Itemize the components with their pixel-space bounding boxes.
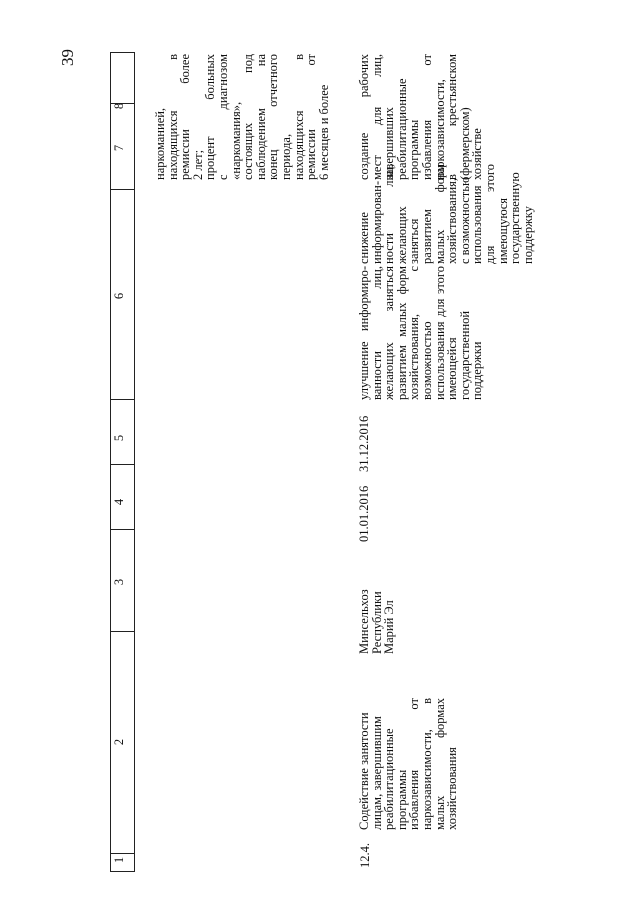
row-number: 12.4. [358,843,372,868]
col-divider [110,464,134,465]
prev-row-col8: наркоманией, находящихся в ремиссии более 2 лет; процент больных с диагнозом «наркомания», состоящих под наблюдением на конец отчетного периода, находящихся в ремиссии от 6 месяцев и более [153,54,331,180]
row-col6-expected-result: улучшение информиро- ванности лиц, желающих заняться развитием малых форм хозяйствования, с возможностью использования для этого имеющейся государственной поддержки [357,266,485,400]
col-divider [110,399,134,400]
table-top-border [110,52,111,872]
col-divider [110,529,134,530]
header-bottom-border [134,52,135,872]
header-col-7: 7 [112,144,126,152]
col-divider [110,52,134,53]
header-col-6: 6 [112,292,126,300]
page-number: 39 [58,49,77,66]
col-divider [110,189,134,190]
col-divider [110,631,134,632]
header-col-2: 2 [112,738,126,746]
row-col8-indicators: создание рабочих мест для лиц, завершивших реабилитационные программы избавления от наркозависимости, в крестьянском (фермерском) хозяйстве [357,54,485,180]
row-col5-end-date: 31.12.2016 [357,415,371,472]
header-col-8: 8 [112,102,126,110]
row-col3-executor: Минсельхоз Республики Марий Эл [357,589,397,654]
row-col4-start-date: 01.01.2016 [357,485,371,542]
header-col-5: 5 [112,434,126,442]
col-divider [110,871,134,872]
rotated-table [110,52,610,872]
row-col7-consequences: снижение информирован- ности лиц, желающих заняться развитием малых форм хозяйствования, с возможностью использования для этого имеющуюся государственную поддержку [357,164,535,264]
row-col2-measure: Содействие занятости лицам, завершившим реабилитационные программы избавления от наркозависимости, в малых формах хозяйствования [357,698,460,830]
header-col-4: 4 [112,498,126,506]
header-col-1: 1 [112,856,126,864]
header-col-3: 3 [112,578,126,586]
